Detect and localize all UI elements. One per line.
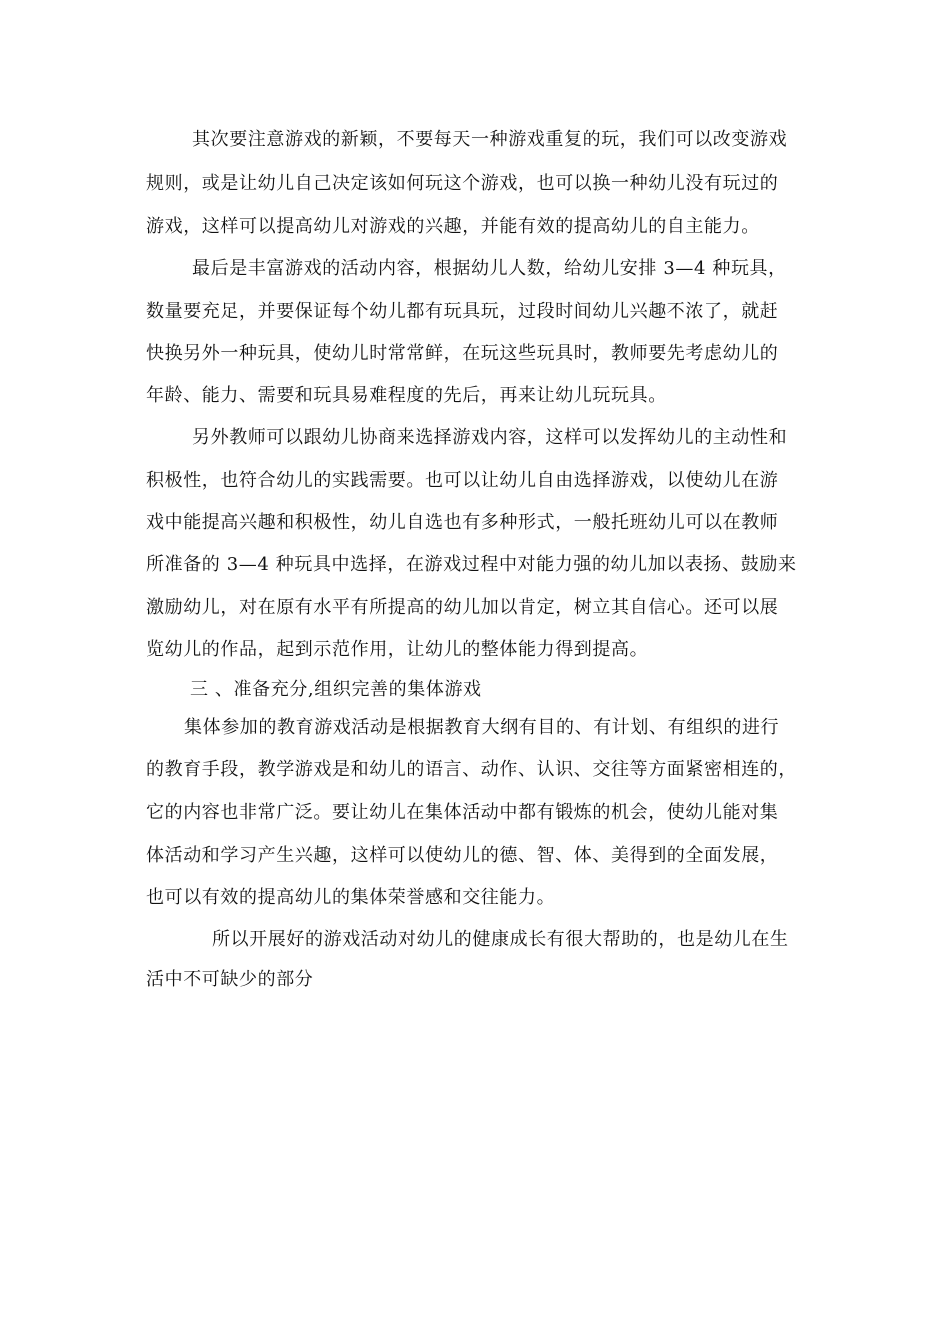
section-heading: 三 、准备充分,组织完善的集体游戏 bbox=[190, 679, 482, 700]
text-line-6: 快换另外一种玩具，使幼儿时常常鲜，在玩这些玩具时，教师要先考虑幼儿的 bbox=[146, 343, 779, 364]
text-line-10: 戏中能提高兴趣和积极性，幼儿自选也有多种形式，一般托班幼儿可以在教师 bbox=[146, 512, 779, 533]
text-line-4: 最后是丰富游戏的活动内容，根据幼儿人数，给幼儿安排 3—4 种玩具， bbox=[192, 258, 787, 279]
text-line-12: 激励幼儿，对在原有水平有所提高的幼儿加以肯定，树立其自信心。还可以展 bbox=[146, 597, 779, 618]
text-line-7: 年龄、能力、需要和玩具易难程度的先后，再来让幼儿玩玩具。 bbox=[146, 385, 667, 406]
text-line-16: 的教育手段，教学游戏是和幼儿的语言、动作、认识、交往等方面紧密相连的， bbox=[146, 759, 797, 780]
text-line-1: 其次要注意游戏的新颖，不要每天一种游戏重复的玩，我们可以改变游戏 bbox=[192, 129, 788, 150]
text-line-2: 规则，或是让幼儿自己决定该如何玩这个游戏，也可以换一种幼儿没有玩过的 bbox=[146, 173, 779, 194]
text-line-21: 活中不可缺少的部分 bbox=[146, 969, 314, 990]
text-line-8: 另外教师可以跟幼儿协商来选择游戏内容，这样可以发挥幼儿的主动性和 bbox=[192, 427, 788, 448]
text-line-3: 游戏，这样可以提高幼儿对游戏的兴趣，并能有效的提高幼儿的自主能力。 bbox=[146, 216, 760, 237]
text-line-15: 集体参加的教育游戏活动是根据教育大纲有目的、有计划、有组织的进行 bbox=[184, 717, 780, 738]
text-line-19: 也可以有效的提高幼儿的集体荣誉感和交往能力。 bbox=[146, 887, 556, 908]
text-line-17: 它的内容也非常广泛。要让幼儿在集体活动中都有锻炼的机会，使幼儿能对集 bbox=[146, 802, 779, 823]
text-line-9: 积极性，也符合幼儿的实践需要。也可以让幼儿自由选择游戏，以使幼儿在游 bbox=[146, 470, 779, 491]
text-line-5: 数量要充足，并要保证每个幼儿都有玩具玩，过段时间幼儿兴趣不浓了，就赶 bbox=[146, 301, 779, 322]
text-line-11: 所准备的 3—4 种玩具中选择，在游戏过程中对能力强的幼儿加以表扬、鼓励来 bbox=[146, 554, 797, 575]
text-line-20: 所以开展好的游戏活动对幼儿的健康成长有很大帮助的，也是幼儿在生 bbox=[212, 929, 789, 950]
text-line-13: 览幼儿的作品，起到示范作用，让幼儿的整体能力得到提高。 bbox=[146, 639, 649, 660]
text-line-18: 体活动和学习产生兴趣，这样可以使幼儿的德、智、体、美得到的全面发展， bbox=[146, 845, 779, 866]
